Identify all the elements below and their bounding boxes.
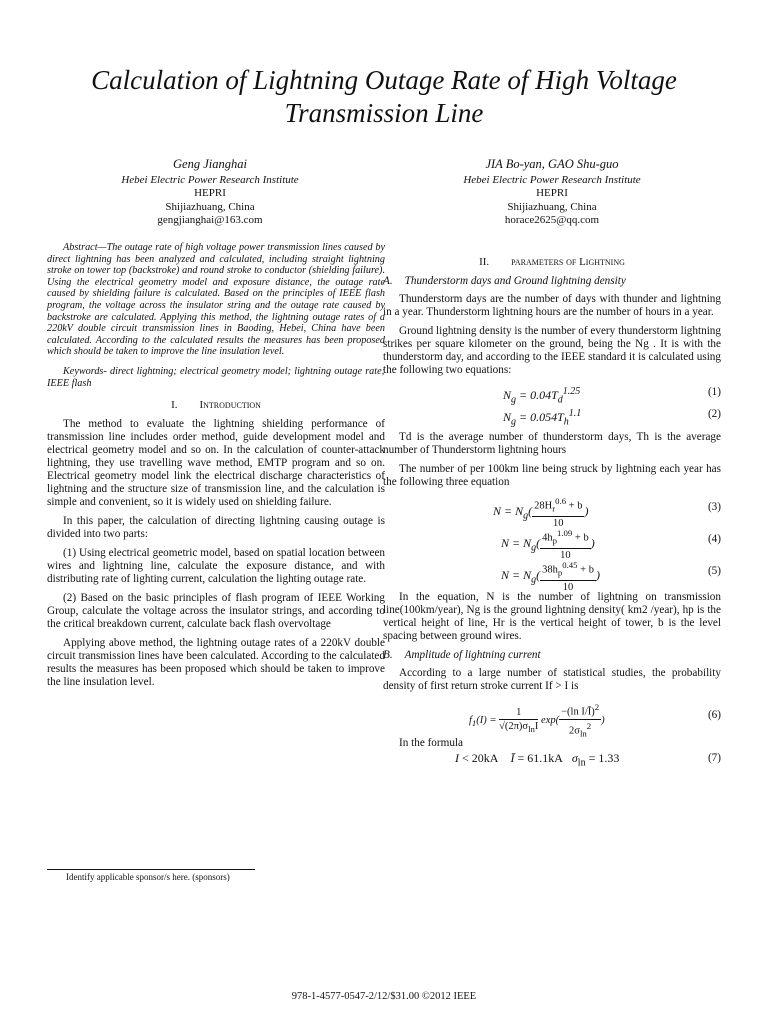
paper-title: Calculation of Lightning Outage Rate of High Voltage Transmission Line (91, 65, 677, 128)
author-org-abbr: HEPRI (194, 187, 226, 199)
author-email: horace2625@qq.com (504, 214, 600, 226)
equation-number: (6) (707, 709, 721, 721)
footnote-rule (47, 869, 255, 870)
subsection-heading-a (383, 275, 721, 288)
equation-3: $N = N_g$( $\frac{28H_r^{0.6} + b}{10}$ ) (3) (493, 496, 721, 529)
equation-7: I < 20kA Ī = 61.1kA $\sigma_{ln} = 1.33$ (7) (455, 751, 721, 769)
equation-number: (1) (707, 386, 721, 398)
section-number: II. (479, 256, 490, 268)
page-footer: 978-1-4577-0547-2/12/$31.00 ©2012 IEEE (291, 991, 477, 1002)
subsection-heading-b (383, 649, 721, 662)
subsection-title: Amplitude of lightning current (404, 649, 541, 661)
paragraph: In the equation, N is the number of lightning on transmission line(100km/year), Ng is the ground lightning density( km2 /year), hp is the vertical height of line, Hr is the vertical height of tower, b is the level spacing between ground wires. (383, 591, 721, 642)
paragraph: In the formula (399, 737, 463, 749)
author-email: gengjianghai@163.com (157, 214, 263, 226)
equation-number: (5) (707, 565, 721, 577)
paragraph: Thunderstorm days are the number of days with thunder and lightning in a year. Thunderstorm lightning hours are the number of hours in a year. (383, 293, 721, 318)
subsection-number: A. (383, 275, 393, 287)
paragraph: According to a large number of statistical studies, the probability density of first return stroke current If > I is (383, 667, 721, 692)
equation-2: $N_g = 0.054T_h^{1.1}$ (2) (503, 408, 721, 428)
author-org-abbr: HEPRI (536, 187, 568, 199)
paragraph: Td is the average number of thunderstorm days, Th is the average number of Thunderstorm lightning hours (383, 431, 721, 456)
footnote: Identify applicable sponsor/s here. (sponsors) (66, 872, 230, 882)
paragraph: In this paper, the calculation of directing lightning causing outage is divided into two parts: (47, 515, 385, 541)
section-number: I. (171, 399, 178, 412)
subsection-number: B. (383, 649, 393, 661)
author-block-2 (417, 158, 687, 228)
author-org: Hebei Electric Power Research Institute (463, 173, 641, 186)
equation-5: $N = N_g$( $\frac{38h_p^{0.45} + b}{10}$ ) (5) (501, 560, 721, 593)
equation-number: (2) (707, 408, 721, 420)
author-org: Hebei Electric Power Research Institute (121, 173, 299, 186)
equation-number: (4) (707, 533, 721, 545)
abstract: Abstract—The outage rate of high voltage power transmission lines caused by direct lightning has been analyzed and calculated, including straight lightning stroke on tower top (backstroke) and round stroke to conductor (shielding failure). Using the electrical geometry model and exposure distance, the outage rate caused by shielding failure is calculated. Based on the principles of IEEE flash program, the voltage across the insulator string and the outage rate caused by backstroke are calculated. Applying this method, the lightning outage rates of a 220kV double circuit transmission lines in Baoding, Hebei, China have been calculated. According to the calculated results the measures has been proposed which should be taken to improve the line insulation level. (47, 242, 385, 358)
keywords: Keywords- direct lightning; electrical geometry model; lightning outage rate; IEEE flash (47, 365, 385, 389)
paragraph: (2) Based on the basic principles of flash program of IEEE Working Group, calculate the voltage across the insulator strings, and according to the critical breakdown current, calculate back flash overvoltage (47, 592, 385, 631)
paragraph: Applying above method, the lightning outage rates of a 220kV double circuit transmission lines have been calculated. According to the calculated results the measures has been proposed which should be taken to improve the line insulation level. (47, 637, 385, 689)
paragraph: (1) Using electrical geometric model, based on spatial location between wires and lightning line, calculate the exposure distance, and with distributing rate of lighting current, calculation the lighting outage rate. (47, 547, 385, 586)
equation-4: $N = N_g$( $\frac{4h_p^{1.09} + b}{10}$ ) (4) (501, 528, 721, 561)
section-heading-parameters (383, 256, 721, 269)
equation-number: (7) (707, 752, 721, 764)
section-heading-introduction (47, 399, 385, 412)
author-name: Geng Jianghai (173, 157, 247, 171)
paragraph: The method to evaluate the lightning shielding performance of transmission line includes order method, guide development model and electrical geometry model and so on. In the calculation of counter-attack lightning, they use travelling wave method, EMTP program and so on. Electrical geometry model link the electrical discharge characteristics of lightning and the structure size of transmission line, and the calculation is simple and convenient, so it is widely used on shielding failure. (47, 418, 385, 509)
equation-number: (3) (707, 501, 721, 513)
section-title: Introduction (199, 399, 261, 412)
author-city: Shijiazhuang, China (165, 200, 255, 213)
author-name: JIA Bo-yan, GAO Shu-guo (485, 157, 619, 171)
right-column (383, 242, 721, 778)
author-city: Shijiazhuang, China (507, 200, 597, 213)
author-block-1 (75, 158, 345, 228)
subsection-title: Thunderstorm days and Ground lightning density (404, 275, 626, 287)
paragraph: Ground lightning density is the number of every thunderstorm lightning strikes per square kilometer on the ground, being the Ng . It is with the thunderstorm day, and according to the IEEE standard it is calculated using the following two equations: (383, 325, 721, 376)
left-column (47, 242, 385, 695)
equation-6: $f_1(I)$ = $\frac{1}{√(2\pi)\sigma_{ln}I}$ exp( $\frac{-(\ln I/Ī)^2}{2\sigma_{ln}^2}$ ) (6) (469, 702, 721, 739)
section-title: parameters of Lightning (511, 256, 625, 268)
equation-1: $N_g = 0.04T_d^{1.25}$ (1) (503, 386, 721, 406)
paragraph: The number of per 100km line being struck by lightning each year has the following three equation (383, 463, 721, 488)
